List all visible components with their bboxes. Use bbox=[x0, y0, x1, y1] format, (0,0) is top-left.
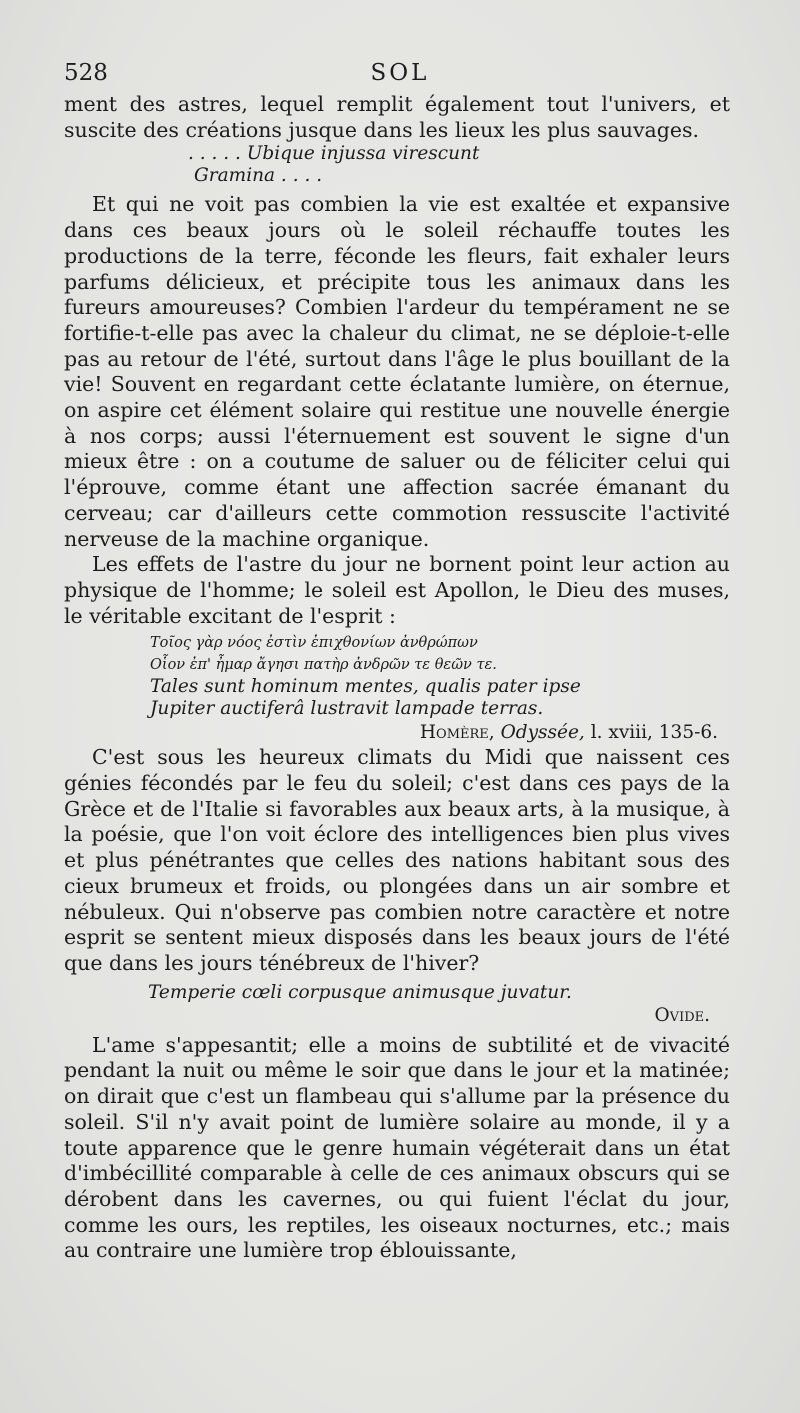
verse-line: . . . . . Ubique injussa virescunt bbox=[188, 143, 480, 165]
citation-author: Ovide. bbox=[654, 1004, 710, 1026]
running-title: SOL bbox=[370, 60, 430, 86]
citation-work: Odyssée, bbox=[500, 722, 585, 744]
paragraph: C'est sous les heureux climats du Midi que naissent ces génies fécondés par le feu du soleil; c'est dans ces pays de la Grèce et de l'Italie si favorables aux beaux arts, à la musique, à la poésie, que l'on voit éclore des intelligences bien plus vives et plus pénétrantes que celles des nations habitant sous des cieux brumeux et froids, ou plongées dans un air sombre et nébuleux. Qui n'observe pas combien notre caractère et notre esprit se sentent mieux disposés dans les beaux jours de l'été que dans les jours ténébreux de l'hiver? bbox=[64, 745, 730, 975]
verse-line: Gramina . . . . bbox=[194, 165, 323, 187]
page-body bbox=[64, 92, 730, 1264]
citation-author: Homère, bbox=[419, 722, 495, 744]
latin-verse-quote bbox=[64, 143, 730, 187]
paragraph: Les effets de l'astre du jour ne bornent point leur action au physique de l'homme; le soleil est Apollon, le Dieu des muses, le véritable excitant de l'esprit : bbox=[64, 552, 730, 628]
latin-translation-line: Jupiter auctiferâ lustravit lampade terras. bbox=[150, 698, 544, 720]
latin-translation-line: Tales sunt hominum mentes, qualis pater ipse bbox=[150, 676, 581, 698]
citation bbox=[64, 720, 730, 745]
page-number: 528 bbox=[64, 60, 108, 86]
citation-reference: l. xviii, 135-6. bbox=[590, 722, 718, 744]
greek-verse-line: Τοῖος γὰρ νόος ἐστὶν ἐπιχθονίων ἀνθρώπων bbox=[150, 635, 478, 652]
homer-quote bbox=[64, 632, 730, 720]
paragraph: Et qui ne voit pas combien la vie est exaltée et expansive dans ces beaux jours où le soleil réchauffe toutes les productions de la terre, féconde les fleurs, fait exhaler leurs parfums délicieux, et précipite tous les animaux dans les fureurs amoureuses? Combien l'ardeur du tempérament ne se fortifie-t-elle pas avec la chaleur du climat, ne se déploie-t-elle pas au retour de l'été, surtout dans l'âge le plus bouillant de la vie! Souvent en regardant cette éclatante lumière, on éternue, on aspire cet élément solaire qui restitue une nouvelle énergie à nos corps; aussi l'éternuement est souvent le signe d'un mieux être : on a coutume de saluer ou de féliciter celui qui l'éprouve, comme étant une affection sacrée émanant du cerveau; car d'ailleurs cette commotion ressuscite l'activité nerveuse de la machine organique. bbox=[64, 192, 730, 551]
paragraph: L'ame s'appesantit; elle a moins de subtilité et de vivacité pendant la nuit ou même le soir que dans le jour et la matinée; on dirait que c'est un flambeau qui s'allume par la présence du soleil. S'il n'y avait point de lumière solaire au monde, il y a toute apparence que le genre humain végéterait dans un état d'imbécillité comparable à celle de ces animaux obscurs qui se dérobent dans les cavernes, ou qui fuient l'éclat du jour, comme les ours, les reptiles, les oiseaux nocturnes, etc.; mais au contraire une lumière trop éblouissante, bbox=[64, 1032, 730, 1263]
page-header bbox=[64, 60, 736, 90]
greek-verse-line: Οἷον ἐπ' ἦμαρ ἄγησι πατὴρ ἀνδρῶν τε θεῶν τε. bbox=[150, 657, 497, 674]
paragraph-continued: ment des astres, lequel remplit également tout l'univers, et suscite des créations jusque dans les lieux les plus sauvages. bbox=[64, 92, 730, 142]
ovid-quote: Temperie cœli corpusque animusque juvatur. bbox=[148, 981, 572, 1003]
